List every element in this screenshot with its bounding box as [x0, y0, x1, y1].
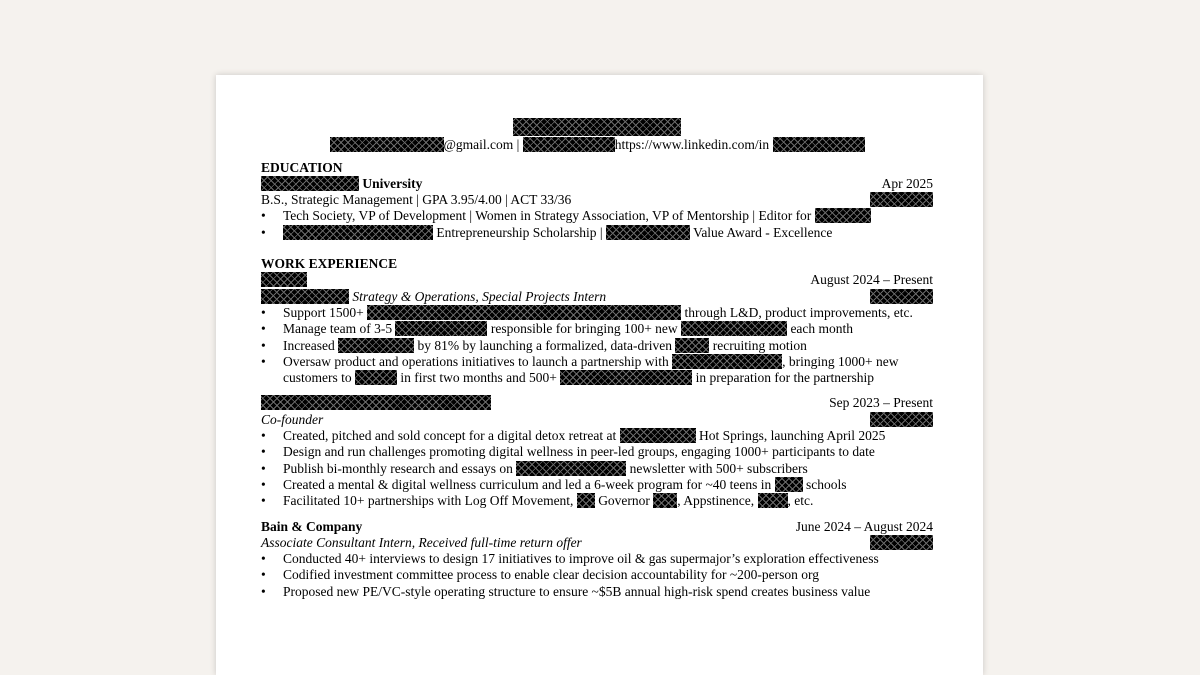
- redacted-name: [513, 118, 681, 136]
- redacted-text: [681, 321, 787, 336]
- bullet-text: , etc.: [787, 493, 814, 509]
- job2-title: Co-founder: [261, 411, 324, 427]
- job3-bullet: [261, 551, 933, 567]
- education-bullet: [261, 225, 933, 241]
- bullet-text: in preparation for the partnership: [695, 370, 875, 386]
- redacted-text: [395, 321, 487, 336]
- bullet-text: Support 1500+: [283, 304, 364, 320]
- bullet-text: Entrepreneurship Scholarship |: [436, 224, 603, 240]
- job3-bullet: [261, 567, 933, 583]
- redacted-text: [620, 428, 696, 443]
- job3-bullet: [261, 584, 933, 600]
- redacted-scholarship: [283, 225, 433, 240]
- bullet-text: Value Award - Excellence: [693, 224, 833, 240]
- redacted-location: [870, 535, 933, 550]
- job2-company-row: [261, 395, 933, 411]
- bullet-text: responsible for bringing 100+ new: [490, 321, 678, 337]
- resume-content: [261, 118, 933, 600]
- bullet-text: Proposed new PE/VC-style operating structure to ensure ~$5B annual high-risk spend creates business value: [283, 583, 871, 599]
- job2-title-row: [261, 412, 933, 428]
- redacted-text: [367, 305, 681, 320]
- bullet-text: schools: [806, 476, 847, 492]
- job1-bullet: [261, 338, 933, 354]
- job3-company-row: [261, 519, 933, 535]
- resume-page: [216, 75, 983, 675]
- email-domain: @gmail.com |: [443, 137, 520, 153]
- work-heading: WORK EXPERIENCE: [261, 256, 398, 272]
- redacted-text: [516, 461, 626, 476]
- bullet-text: Publish bi-monthly research and essays on: [283, 460, 513, 476]
- job1-bullet: [261, 321, 933, 337]
- redacted-email-user: [330, 137, 444, 152]
- bullet-text: through L&D, product improvements, etc.: [684, 304, 913, 320]
- bullet-text: recruiting motion: [712, 337, 807, 353]
- linkedin-url: https://www.linkedin.com/in: [614, 137, 770, 153]
- job3-date: June 2024 – August 2024: [795, 518, 933, 534]
- degree-text: B.S., Strategic Management | GPA 3.95/4.00 | ACT 33/36: [261, 192, 572, 208]
- job1-date: August 2024 – Present: [810, 272, 933, 288]
- job2-date: Sep 2023 – Present: [829, 395, 933, 411]
- bullet-text: Facilitated 10+ partnerships with Log Off Movement,: [283, 493, 574, 509]
- redacted-text: [355, 370, 397, 385]
- bullet-text: each month: [790, 321, 854, 337]
- name-line: [261, 118, 933, 137]
- bullet-text: Tech Society, VP of Development | Women in Strategy Association, VP of Mentorship | Editor for: [283, 208, 812, 224]
- education-heading: EDUCATION: [261, 159, 343, 175]
- bullet-text: Hot Springs, launching April 2025: [699, 428, 886, 444]
- job3-title: Associate Consultant Intern, Received full-time return offer: [261, 534, 582, 550]
- bullet-text: by 81% by launching a formalized, data-driven: [417, 337, 673, 353]
- bullet-text: customers to: [283, 370, 352, 386]
- redacted-organization: [261, 395, 491, 410]
- job1-bullet: [261, 354, 933, 387]
- job1-company-row: [261, 272, 933, 288]
- redacted-text: [577, 493, 595, 508]
- redacted-text: [672, 354, 782, 369]
- redacted-company: [261, 272, 307, 287]
- job2-bullet: [261, 428, 933, 444]
- contact-line: [261, 137, 933, 153]
- job3-company: Bain & Company: [261, 518, 363, 534]
- redacted-text: [338, 338, 414, 353]
- redacted-location: [870, 412, 933, 427]
- job2-bullet: [261, 493, 933, 509]
- bullet-text: in first two months and 500+: [400, 370, 557, 386]
- redacted-company-suffix: [261, 289, 349, 304]
- redacted-linkedin-handle: [773, 137, 865, 152]
- bullet-text: Oversaw product and operations initiatives to launch a partnership with: [283, 353, 669, 369]
- job2-bullet: [261, 444, 933, 460]
- bullet-text: Created a mental & digital wellness curriculum and led a 6-week program for ~40 teens in: [283, 476, 772, 492]
- bullet-text: Design and run challenges promoting digital wellness in peer-led groups, engaging 1000+ participants to date: [283, 444, 875, 460]
- job2-bullet: [261, 477, 933, 493]
- education-date: Apr 2025: [881, 175, 933, 191]
- education-bullet: [261, 208, 933, 224]
- job1-title-row: [261, 289, 933, 305]
- job1-bullet: [261, 305, 933, 321]
- redacted-text: [758, 493, 788, 508]
- job1-title: Strategy & Operations, Special Projects Intern: [352, 288, 607, 304]
- bullet-text: Created, pitched and sold concept for a digital detox retreat at: [283, 428, 617, 444]
- job2-bullet: [261, 461, 933, 477]
- bullet-text: Codified investment committee process to enable clear decision accountability for ~200-person org: [283, 567, 820, 583]
- redacted-phone: [523, 137, 615, 152]
- bullet-text: , bringing 1000+ new: [782, 353, 899, 369]
- redacted-publication: [815, 208, 871, 223]
- redacted-location: [870, 192, 933, 207]
- bullet-text: Governor: [598, 493, 650, 509]
- redacted-text: [675, 338, 709, 353]
- redacted-school-name: [261, 176, 359, 191]
- job3-title-row: [261, 535, 933, 551]
- redacted-text: [653, 493, 677, 508]
- education-school-row: [261, 176, 933, 192]
- redacted-award: [606, 225, 690, 240]
- school-label: University: [362, 175, 423, 191]
- redacted-text: [560, 370, 692, 385]
- bullet-text: Increased: [283, 337, 335, 353]
- bullet-text: Conducted 40+ interviews to design 17 initiatives to improve oil & gas supermajor’s exploration effectiveness: [283, 551, 879, 567]
- bullet-text: , Appstinence,: [677, 493, 755, 509]
- bullet-text: Manage team of 3-5: [283, 321, 393, 337]
- bullet-text: newsletter with 500+ subscribers: [629, 460, 808, 476]
- education-degree-row: [261, 192, 933, 208]
- redacted-location: [870, 289, 933, 304]
- redacted-text: [775, 477, 803, 492]
